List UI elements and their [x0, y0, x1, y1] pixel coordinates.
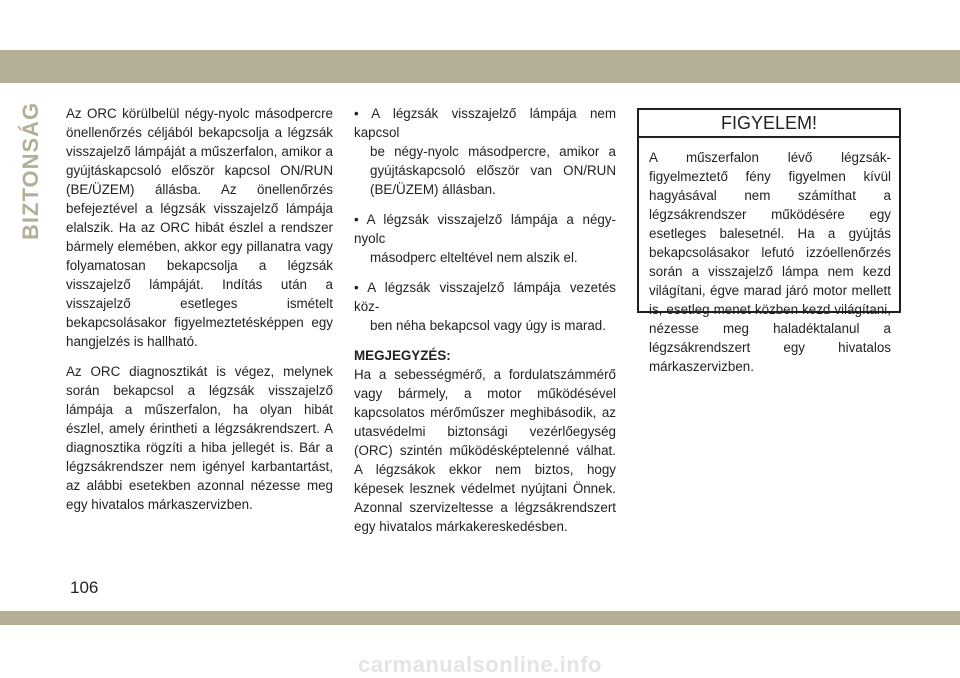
- page-number: 106: [70, 578, 99, 597]
- bullet-item: [354, 104, 616, 199]
- footer-band: [0, 611, 960, 625]
- header-band: [0, 50, 960, 83]
- bullet-text: • A légzsák visszajelző lámpája a négy-nyolc: [354, 212, 616, 246]
- note-title: MEGJEGYZÉS:: [354, 348, 451, 363]
- watermark: carmanualsonline.info: [358, 652, 602, 677]
- note-text: Ha a sebességmérő, a fordulatszámmérő vagy bármely, a motor működésével kapcsolatos mérőműszer meghibásodik, az utasvédelmi biztonsági vezérlőegység (ORC) szintén működésképtelenné válhat. A légzsákok ekkor nem biztos, hogy képesek lesznek védelmet nyújtani Önnek. Azonnal szervizeltesse a légzsákrendszert egy hivatalos márkakereskedésben.: [354, 367, 616, 534]
- bullet-text: másodperc elteltével nem alszik el.: [370, 250, 578, 265]
- paragraph: Az ORC körülbelül négy-nyolc másodpercre önellenőrzés céljából bekapcsolja a légzsák visszajelző lámpáját a műszerfalon, amikor a gyújtáskapcsoló először kapcsol ON/RUN (BE/ÜZEM) állásba. Az önellenőrzés befejeztével a légzsák visszajelző lámpája elalszik. Ha az ORC hibát észlel a rendszer bármely elemében, akkor egy pillanatra vagy folyamatosan bekapcsolja a légzsák visszajelző lámpáját. Indítás után a visszajelző esetleges ismételt bekapcsolásakor figyelmeztetésképpen egy hangjelzés is hallható.: [66, 106, 333, 349]
- column-left: [66, 104, 333, 525]
- bullet-item: [354, 278, 616, 335]
- paragraph: Az ORC diagnosztikát is végez, melynek során bekapcsol a légzsák visszajelző lámpája a műszerfalon, ha olyan hibát észlel, amely érintheti a légzsákrendszert. A diagnosztika rögzíti a hiba jellegét is. Bár a légzsákrendszer nem igényel karbantartást, az alábbi esetekben azonnal nézesse meg egy hivatalos márkaszervizben.: [66, 364, 333, 512]
- section-title: BIZTONSÁG: [18, 101, 43, 240]
- column-middle: [354, 104, 616, 536]
- bullet-item: [354, 210, 616, 267]
- warning-box: [637, 108, 901, 374]
- bullet-text: • A légzsák visszajelző lámpája vezetés köz-: [354, 280, 616, 314]
- bullet-text: • A légzsák visszajelző lámpája nem kapcsol: [354, 106, 616, 140]
- bullet-text: be négy-nyolc másodpercre, amikor a gyújtáskapcsoló először van ON/RUN (BE/ÜZEM) állásban.: [370, 144, 616, 197]
- warning-text: A műszerfalon lévő légzsák-figyelmeztető fény figyelmen kívül hagyásával nem számíthat a légzsákrendszer működésére egy esetleges balesetnél. Ha a gyújtás bekapcsolásakor lefutó izzóellenőrzés során a visszajelző lámpa nem kezd világítani, égve marad járó motor mellett is, esetleg menet közben kezd világítani, nézesse meg haladéktalanul a légzsákrendszert egy hivatalos márkaszervizben.: [649, 150, 891, 374]
- warning-title: FIGYELEM!: [639, 110, 899, 138]
- bullet-text: ben néha bekapcsol vagy úgy is marad.: [370, 318, 606, 333]
